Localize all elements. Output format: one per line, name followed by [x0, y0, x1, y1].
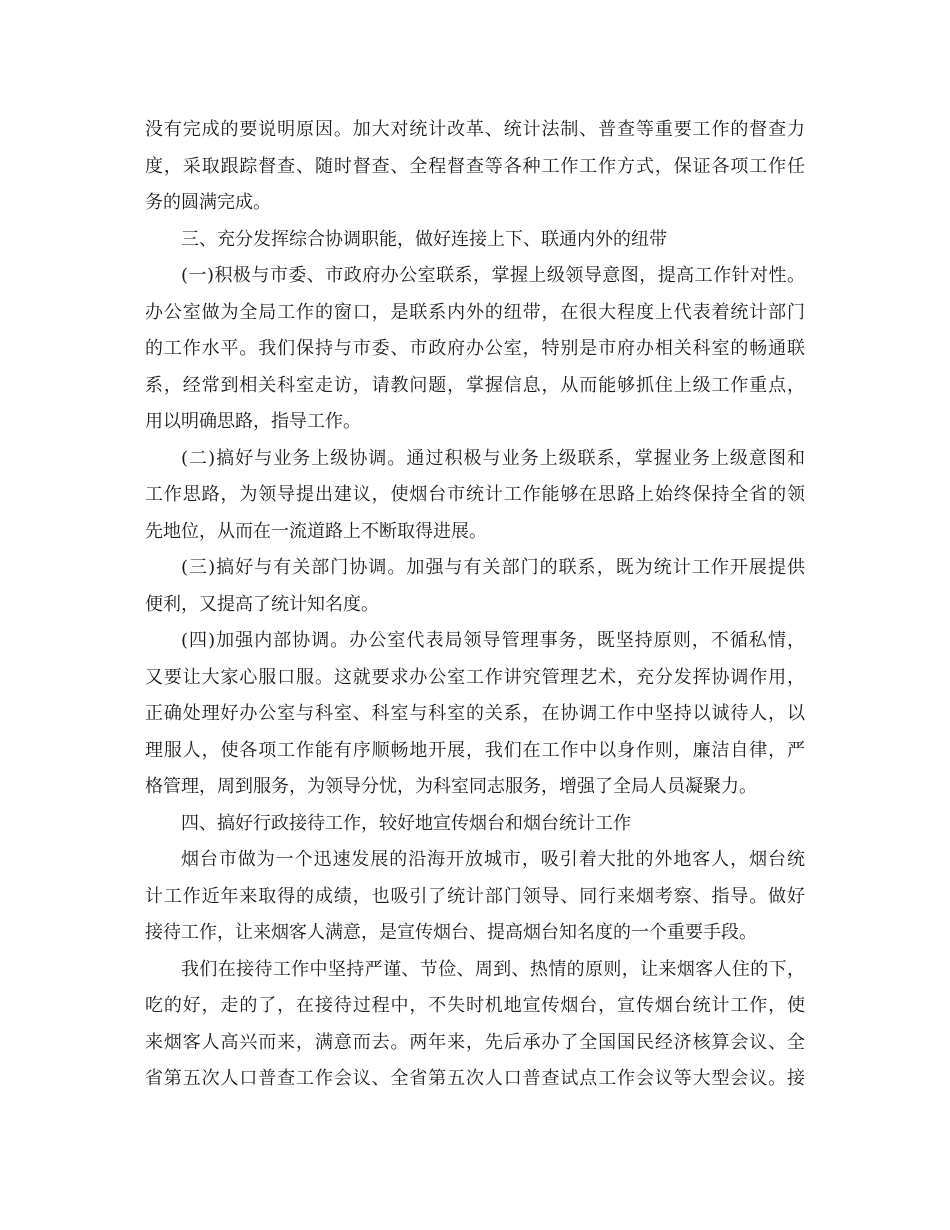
text-line: 省第五次人口普查工作会议、全省第五次人口普查试点工作会议等大型会议。接 — [145, 1068, 805, 1089]
text-line: 度，采取跟踪督查、随时督查、全程督查等各种工作工作方式，保证各项工作任 — [145, 155, 805, 177]
text-line: 便利，又提高了统计知名度。 — [145, 593, 379, 615]
text-line: (一)积极与市委、市政府办公室联系，掌握上级领导意图，提高工作针对性。 — [181, 265, 805, 286]
text-line: 来烟客人高兴而来，满意而去。两年来，先后承办了全国国民经济核算会议、全 — [145, 1031, 805, 1053]
text-line: 又要让大家心服口服。这就要求办公室工作讲究管理艺术，充分发挥协调作用， — [145, 666, 805, 688]
text-line: 我们在接待工作中坚持严谨、节俭、周到、热情的原则，让来烟客人住的下， — [181, 958, 805, 980]
text-line: 烟台市做为一个迅速发展的沿海开放城市，吸引着大批的外地客人，烟台统 — [181, 849, 805, 870]
text-line: (二)搞好与业务上级协调。通过积极与业务上级联系，掌握业务上级意图和 — [181, 447, 805, 469]
text-line: 没有完成的要说明原因。加大对统计改革、统计法制、普查等重要工作的督查力 — [145, 119, 805, 140]
text-line: 系，经常到相关科室走访，请教问题，掌握信息，从而能够抓住上级工作重点， — [145, 374, 805, 396]
text-line: 吃的好，走的了，在接待过程中，不失时机地宣传烟台，宣传烟台统计工作，使 — [145, 995, 805, 1016]
text-line: 三、充分发挥综合协调职能，做好连接上下、联通内外的纽带 — [181, 228, 667, 250]
text-line: 工作思路，为领导提出建议，使烟台市统计工作能够在思路上始终保持全省的领 — [145, 484, 805, 505]
text-line: 先地位，从而在一流道路上不断取得进展。 — [145, 520, 487, 542]
text-line: 的工作水平。我们保持与市委、市政府办公室，特别是市府办相关科室的畅通联 — [145, 338, 805, 359]
document-body — [145, 112, 805, 1098]
text-line: (三)搞好与有关部门协调。加强与有关部门的联系，既为统计工作开展提供 — [181, 557, 805, 578]
text-line: 务的圆满完成。 — [145, 192, 271, 213]
text-line: 接待工作，让来烟客人满意，是宣传烟台、提高烟台知名度的一个重要手段。 — [145, 922, 757, 943]
text-line: 四、搞好行政接待工作，较好地宣传烟台和烟台统计工作 — [181, 812, 631, 834]
text-line: 理服人，使各项工作能有序顺畅地开展，我们在工作中以身作则，廉洁自律，严 — [145, 739, 805, 761]
text-line: 办公室做为全局工作的窗口，是联系内外的纽带，在很大程度上代表着统计部门 — [145, 301, 805, 323]
text-line: 计工作近年来取得的成绩，也吸引了统计部门领导、同行来烟考察、指导。做好 — [145, 885, 805, 907]
text-line: (四)加强内部协调。办公室代表局领导管理事务，既坚持原则，不循私情， — [181, 630, 805, 651]
text-line: 正确处理好办公室与科室、科室与科室的关系，在协调工作中坚持以诚待人，以 — [145, 703, 805, 724]
text-line: 用以明确思路，指导工作。 — [145, 411, 361, 432]
text-line: 格管理，周到服务，为领导分忧，为科室同志服务，增强了全局人员凝聚力。 — [145, 776, 757, 797]
